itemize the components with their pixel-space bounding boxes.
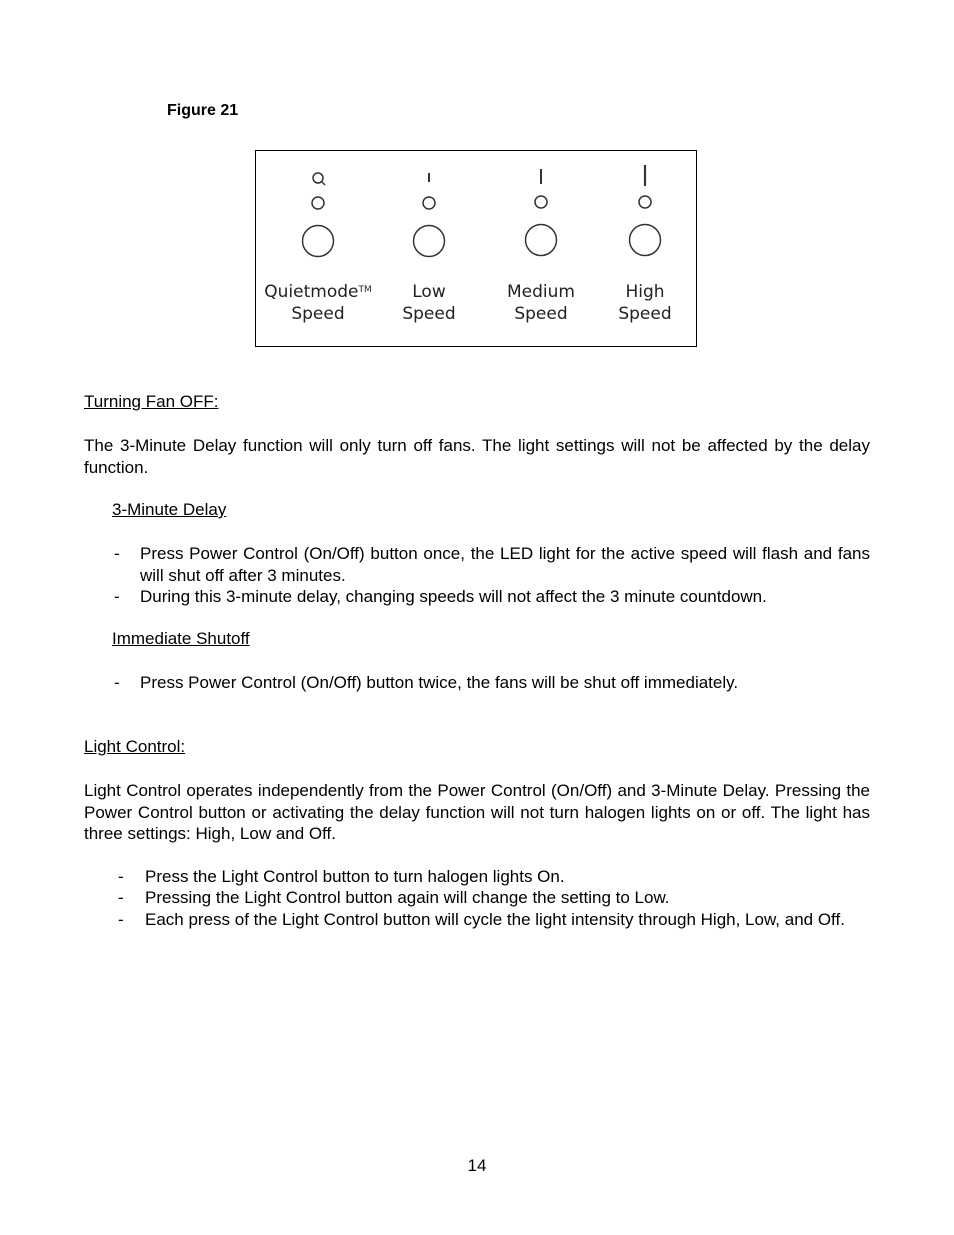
light-control-intro: Light Control operates independently from the Power Control (On/Off) and 3-Minute Delay. Pressing the Power Control button or activating the delay function will not turn halogen lights on or off. The light has three settings: High, Low and Off. xyxy=(84,781,870,843)
bullet-dash: - xyxy=(114,587,120,606)
bullet-dash: - xyxy=(114,673,120,692)
figure-label: Figure 21 xyxy=(167,102,239,119)
quiet-mode-indicator-icon xyxy=(263,151,373,261)
section-heading-turning-fan-off: Turning Fan OFF: xyxy=(84,392,219,411)
section-heading-light-control: Light Control: xyxy=(84,737,186,756)
speed-column-high xyxy=(590,151,700,346)
speed-label: Low xyxy=(412,282,446,302)
bullet-dash: - xyxy=(118,867,124,886)
speed-label: Medium xyxy=(507,282,575,302)
speed-control-figure xyxy=(255,150,697,347)
speed-column-quiet xyxy=(263,151,373,346)
low-speed-indicator-icon xyxy=(374,151,484,261)
bullet-dash: - xyxy=(118,888,124,907)
list-item: Each press of the Light Control button will cycle the light intensity through High, Low, and Off. xyxy=(145,910,845,929)
speed-label: High xyxy=(625,282,665,302)
speed-label-sub: Speed xyxy=(618,304,672,324)
subheading-immediate-shutoff: Immediate Shutoff xyxy=(112,629,250,648)
speed-label: Quietmode™ xyxy=(264,282,372,302)
list-item: Pressing the Light Control button again will change the setting to Low. xyxy=(145,888,670,907)
speed-label-sub: Speed xyxy=(514,304,568,324)
subheading-3-minute-delay: 3-Minute Delay xyxy=(112,500,227,519)
speed-label-sub: Speed xyxy=(291,304,345,324)
page-number: 14 xyxy=(467,1156,487,1175)
speed-column-medium xyxy=(486,151,596,346)
list-item: Press Power Control (On/Off) button once, the LED light for the active speed will flash and fans will shut off after 3 minutes. xyxy=(140,544,870,585)
bullet-dash: - xyxy=(114,544,120,563)
high-speed-indicator-icon xyxy=(590,151,700,261)
list-item: During this 3-minute delay, changing speeds will not affect the 3 minute countdown. xyxy=(140,587,767,606)
turning-off-intro: The 3-Minute Delay function will only turn off fans. The light settings will not be affected by the delay function. xyxy=(84,436,870,477)
list-item: Press Power Control (On/Off) button twice, the fans will be shut off immediately. xyxy=(140,673,739,692)
speed-column-low xyxy=(374,151,484,346)
bullet-dash: - xyxy=(118,910,124,929)
list-item: Press the Light Control button to turn halogen lights On. xyxy=(145,867,565,886)
speed-label-sub: Speed xyxy=(402,304,456,324)
medium-speed-indicator-icon xyxy=(486,151,596,261)
